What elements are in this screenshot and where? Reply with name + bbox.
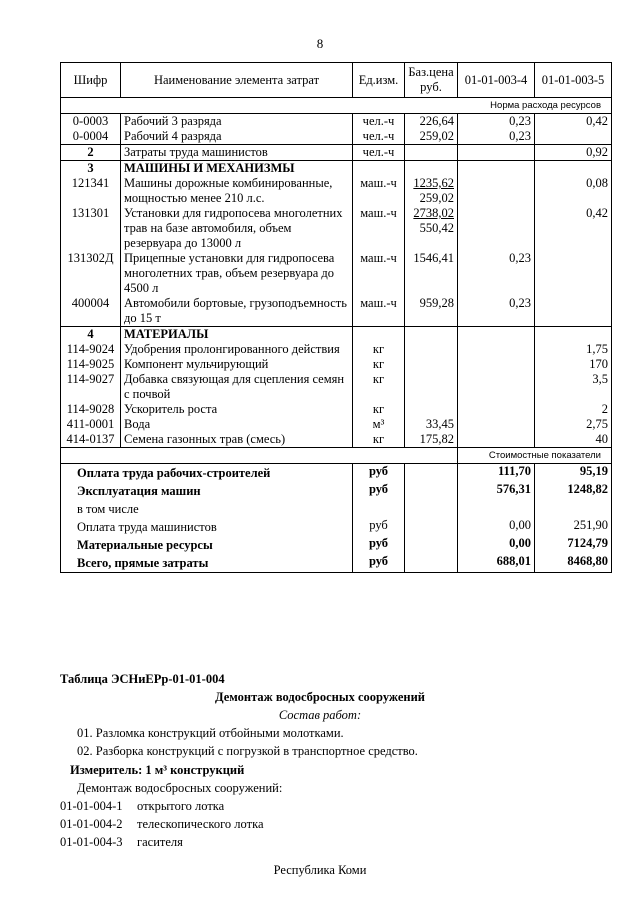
totals-price xyxy=(405,482,458,500)
row-value-4 xyxy=(458,327,535,343)
totals-value-5: 7124,79 xyxy=(535,536,612,554)
row-value-5: 1,75 xyxy=(535,342,612,357)
totals-value-5: 251,90 xyxy=(535,518,612,536)
resource-table xyxy=(60,62,612,573)
row-unit: кг xyxy=(353,372,405,402)
totals-price xyxy=(405,464,458,483)
table-row xyxy=(61,357,612,372)
totals-unit: руб xyxy=(353,518,405,536)
row-price: 1546,41 xyxy=(405,251,458,296)
table-row xyxy=(61,402,612,417)
variant-text: открытого лотка xyxy=(137,799,225,813)
totals-value-5 xyxy=(535,500,612,518)
row-price xyxy=(405,206,458,251)
row-name: Затраты труда машинистов xyxy=(121,145,353,161)
totals-name: в том числе xyxy=(61,500,353,518)
row-unit: кг xyxy=(353,357,405,372)
row-price: 33,45 xyxy=(405,417,458,432)
totals-price xyxy=(405,500,458,518)
row-name: Компонент мульчирующий xyxy=(121,357,353,372)
row-value-4: 0,23 xyxy=(458,251,535,296)
header-price: Баз.цена руб. xyxy=(405,63,458,98)
totals-value-4: 111,70 xyxy=(458,464,535,483)
row-value-4: 0,23 xyxy=(458,129,535,145)
totals-unit: руб xyxy=(353,554,405,573)
row-code: 121341 xyxy=(61,176,121,206)
totals-value-4: 0,00 xyxy=(458,536,535,554)
row-name: Рабочий 3 разряда xyxy=(121,114,353,130)
row-unit xyxy=(353,161,405,177)
cost-label-spacer xyxy=(61,448,458,464)
row-value-4 xyxy=(458,145,535,161)
row-code: 2 xyxy=(61,145,121,161)
cost-label: Стоимостные показатели xyxy=(458,448,612,464)
totals-value-4: 688,01 xyxy=(458,554,535,573)
totals-value-5: 95,19 xyxy=(535,464,612,483)
row-name: МАШИНЫ И МЕХАНИЗМЫ xyxy=(121,161,353,177)
row-value-4: 0,23 xyxy=(458,114,535,130)
row-code: 131302Д xyxy=(61,251,121,296)
row-code: 114-9028 xyxy=(61,402,121,417)
measure-unit: Измеритель: 1 м³ конструкций xyxy=(70,763,245,777)
row-code: 114-9027 xyxy=(61,372,121,402)
row-price-total: 1235,62 xyxy=(413,176,454,190)
row-value-4 xyxy=(458,432,535,448)
row-code: 114-9025 xyxy=(61,357,121,372)
row-name: Установки для гидропосева многолетних трав на базе автомобиля, объем резервуара до 13000 л xyxy=(121,206,353,251)
row-value-4 xyxy=(458,402,535,417)
totals-name: Оплата труда рабочих-строителей xyxy=(61,464,353,483)
table-row xyxy=(61,327,612,343)
row-unit: маш.-ч xyxy=(353,176,405,206)
row-value-5: 0,42 xyxy=(535,206,612,251)
variant-code: 01-01-004-3 xyxy=(60,835,123,849)
norm-label-row xyxy=(61,98,612,114)
variant-text: гасителя xyxy=(137,835,183,849)
row-unit: м³ xyxy=(353,417,405,432)
row-value-5: 2,75 xyxy=(535,417,612,432)
totals-unit: руб xyxy=(353,464,405,483)
table-row xyxy=(61,417,612,432)
header-name: Наименование элемента затрат xyxy=(121,63,353,98)
row-price: 259,02 xyxy=(405,129,458,145)
row-value-5 xyxy=(535,327,612,343)
totals-price xyxy=(405,554,458,573)
row-price xyxy=(405,357,458,372)
row-value-5 xyxy=(535,296,612,327)
row-value-5: 0,92 xyxy=(535,145,612,161)
row-value-5: 3,5 xyxy=(535,372,612,402)
row-price xyxy=(405,342,458,357)
row-name: Удобрения пролонгированного действия xyxy=(121,342,353,357)
row-value-5: 2 xyxy=(535,402,612,417)
cost-label-row xyxy=(61,448,612,464)
totals-row xyxy=(61,500,612,518)
row-value-5: 0,42 xyxy=(535,114,612,130)
row-price xyxy=(405,402,458,417)
row-value-4 xyxy=(458,161,535,177)
row-name: МАТЕРИАЛЫ xyxy=(121,327,353,343)
row-unit: чел.-ч xyxy=(353,114,405,130)
table-row xyxy=(61,342,612,357)
totals-unit xyxy=(353,500,405,518)
table-row xyxy=(61,129,612,145)
row-unit: маш.-ч xyxy=(353,251,405,296)
row-unit xyxy=(353,327,405,343)
row-value-5 xyxy=(535,161,612,177)
row-code: 411-0001 xyxy=(61,417,121,432)
row-unit: кг xyxy=(353,402,405,417)
totals-unit: руб xyxy=(353,536,405,554)
totals-value-4: 576,31 xyxy=(458,482,535,500)
row-value-5 xyxy=(535,129,612,145)
row-price-wage: 259,02 xyxy=(419,191,454,205)
row-code: 0-0003 xyxy=(61,114,121,130)
row-name: Прицепные установки для гидропосева многолетних трав, объем резервуара до 4500 л xyxy=(121,251,353,296)
row-code: 114-9024 xyxy=(61,342,121,357)
row-value-4: 0,23 xyxy=(458,296,535,327)
row-price xyxy=(405,145,458,161)
row-name: Вода xyxy=(121,417,353,432)
totals-value-5: 8468,80 xyxy=(535,554,612,573)
row-value-5: 40 xyxy=(535,432,612,448)
section-heading: Демонтаж водосбросных сооружений xyxy=(215,690,425,704)
row-code: 414-0137 xyxy=(61,432,121,448)
table-row xyxy=(61,432,612,448)
row-value-5: 0,08 xyxy=(535,176,612,206)
row-unit: кг xyxy=(353,432,405,448)
row-price: 175,82 xyxy=(405,432,458,448)
totals-name: Всего, прямые затраты xyxy=(61,554,353,573)
norm-label: Норма расхода ресурсов xyxy=(61,98,612,114)
row-price xyxy=(405,161,458,177)
row-code: 131301 xyxy=(61,206,121,251)
row-name: Добавка связующая для сцепления семян с почвой xyxy=(121,372,353,402)
variant-text: телескопического лотка xyxy=(137,817,264,831)
totals-row xyxy=(61,536,612,554)
row-unit: чел.-ч xyxy=(353,145,405,161)
totals-row xyxy=(61,464,612,483)
row-price-total: 2738,02 xyxy=(413,206,454,220)
row-name: Машины дорожные комбинированные, мощностью менее 210 л.с. xyxy=(121,176,353,206)
totals-value-5: 1248,82 xyxy=(535,482,612,500)
header-unit: Ед.изм. xyxy=(353,63,405,98)
row-price xyxy=(405,327,458,343)
section-subheading: Состав работ: xyxy=(278,708,362,722)
row-unit: кг xyxy=(353,342,405,357)
row-value-4 xyxy=(458,342,535,357)
table-row xyxy=(61,145,612,161)
totals-name: Эксплуатация машин xyxy=(61,482,353,500)
totals-value-4 xyxy=(458,500,535,518)
work-item: 02. Разборка конструкций с погрузкой в транспортное средство. xyxy=(77,744,418,758)
table-row xyxy=(61,372,612,402)
row-name: Семена газонных трав (смесь) xyxy=(121,432,353,448)
totals-row xyxy=(61,518,612,536)
totals-row xyxy=(61,554,612,573)
row-value-5: 170 xyxy=(535,357,612,372)
row-code: 3 xyxy=(61,161,121,177)
row-name: Автомобили бортовые, грузоподъемность до 15 т xyxy=(121,296,353,327)
row-code: 0-0004 xyxy=(61,129,121,145)
work-item: 01. Разломка конструкций отбойными молотками. xyxy=(77,726,344,740)
row-value-4 xyxy=(458,206,535,251)
totals-name: Материальные ресурсы xyxy=(61,536,353,554)
table-row xyxy=(61,296,612,327)
page-footer: Республика Коми xyxy=(273,863,367,877)
row-name: Ускоритель роста xyxy=(121,402,353,417)
row-value-4 xyxy=(458,417,535,432)
table-row xyxy=(61,251,612,296)
row-price-wage: 550,42 xyxy=(419,221,454,235)
row-unit: чел.-ч xyxy=(353,129,405,145)
variants-intro: Демонтаж водосбросных сооружений: xyxy=(77,781,283,795)
header-code: Шифр xyxy=(61,63,121,98)
totals-price xyxy=(405,536,458,554)
header-col-5: 01-01-003-5 xyxy=(535,63,612,98)
variant-code: 01-01-004-1 xyxy=(60,799,123,813)
row-code: 4 xyxy=(61,327,121,343)
table-row xyxy=(61,176,612,206)
row-name: Рабочий 4 разряда xyxy=(121,129,353,145)
variant-code: 01-01-004-2 xyxy=(60,817,123,831)
table-title: Таблица ЭСНиЕРр-01-01-004 xyxy=(60,672,225,686)
table-row xyxy=(61,161,612,177)
row-price xyxy=(405,372,458,402)
totals-value-4: 0,00 xyxy=(458,518,535,536)
totals-price xyxy=(405,518,458,536)
header-col-4: 01-01-003-4 xyxy=(458,63,535,98)
row-unit: маш.-ч xyxy=(353,296,405,327)
table-row xyxy=(61,114,612,130)
row-price: 959,28 xyxy=(405,296,458,327)
table-row xyxy=(61,206,612,251)
row-unit: маш.-ч xyxy=(353,206,405,251)
row-value-4 xyxy=(458,357,535,372)
totals-row xyxy=(61,482,612,500)
row-code: 400004 xyxy=(61,296,121,327)
page-number: 8 xyxy=(316,36,324,51)
row-value-5 xyxy=(535,251,612,296)
row-price xyxy=(405,176,458,206)
row-value-4 xyxy=(458,176,535,206)
totals-unit: руб xyxy=(353,482,405,500)
row-price: 226,64 xyxy=(405,114,458,130)
table-header-row xyxy=(61,63,612,98)
totals-name: Оплата труда машинистов xyxy=(61,518,353,536)
row-value-4 xyxy=(458,372,535,402)
